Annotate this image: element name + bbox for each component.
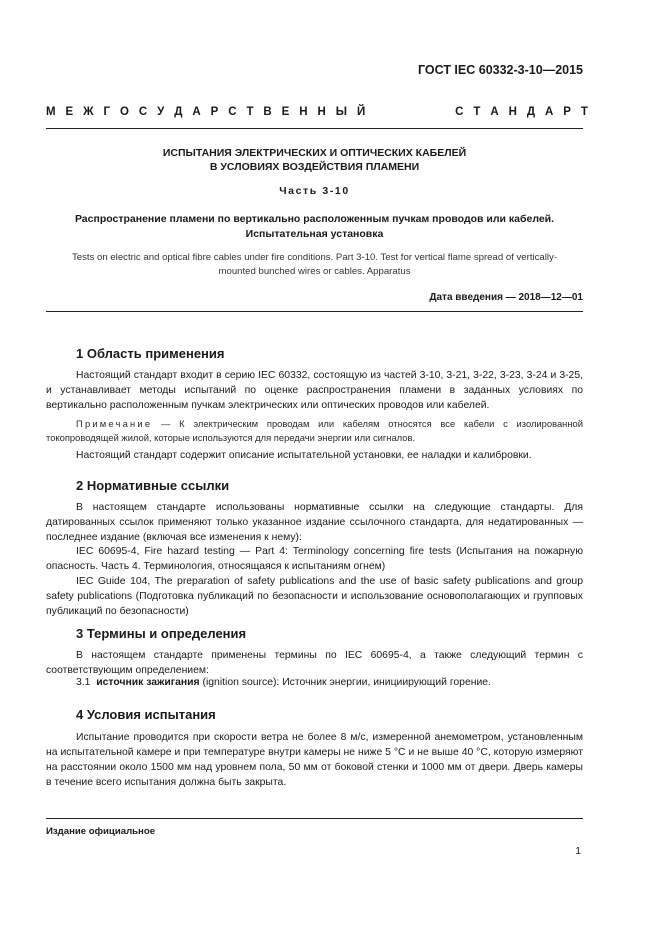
banner-letter: Т [580, 106, 588, 118]
document-subtitle [46, 212, 583, 242]
section-heading-test-conditions: 4 Условия испытания [76, 707, 216, 722]
subtitle-line: Распространение пламени по вертикально расположенным пучкам проводов или кабелей. [74, 213, 555, 225]
banner-letter: С [228, 106, 237, 118]
part-label: Часть 3-10 [279, 185, 350, 197]
reference-item: IEC 60695-4, Fire hazard testing — Part 4: Terminology concerning fire tests (Испытания на пожарную опасность. Часть 4. Терминология, относящаяся к испытаниям огнем) [46, 546, 583, 572]
introduction-date: Дата введения — 2018—12—01 [429, 292, 583, 303]
banner-gap [375, 106, 445, 118]
banner-letter: Р [563, 106, 571, 118]
paragraph: В настоящем стандарте применены термины по IEC 60695-4, а также следующий термин с соответствующим определением: [46, 650, 583, 676]
banner-letter: Д [526, 106, 536, 118]
banner-letter: Ы [335, 106, 348, 118]
banner-letter: В [263, 106, 272, 118]
paragraph: Испытание проводится при скорости ветра не более 8 м/с, измеренной анемометром, установленным на испытательной камере и при температуре внутри камеры не ниже 5 °C и не выше 40 °C, которую измеряют на расстоянии около 1500 мм над уровнем пола, 50 мм от боковой стенки и 1000 мм от двери. Дверь камеры в течение всего испытания должна быть закрыта. [46, 732, 583, 788]
banner-letter: С [138, 106, 148, 118]
paragraph: В настоящем стандарте использованы нормативные ссылки на следующие стандарты. Для датированных ссылок применяют только указанное издание ссылочного стандарта, для недатированных — последнее издание (включая все изменения к нему): [46, 502, 583, 543]
banner-letter: А [544, 106, 554, 118]
paragraph: Настоящий стандарт входит в серию IEC 60332, состоящую из частей 3-10, 3-21, 3-22, 3-23, 3-24 и 3-25, и устанавливает методы испытаний по оценке распространения пламени в заданных условиях по вертикально расположенным пучкам электрических или оптических проводов или кабелей. [46, 370, 583, 411]
term-name: источник зажигания [96, 677, 200, 688]
banner-letter: У [157, 106, 165, 118]
header-rule [46, 128, 583, 129]
section-heading-terms: 3 Термины и определения [76, 626, 247, 641]
section-heading-scope: 1 Область применения [76, 346, 225, 361]
title-line: ИСПЫТАНИЯ ЭЛЕКТРИЧЕСКИХ И ОПТИЧЕСКИХ КАБЕЛЕЙ [162, 147, 467, 159]
title-line: В УСЛОВИЯХ ВОЗДЕЙСТВИЯ ПЛАМЕНИ [209, 161, 420, 173]
paragraph: Настоящий стандарт содержит описание испытательной установки, ее наладки и калибровки. [76, 450, 532, 461]
banner-letter: М [46, 106, 56, 118]
banner-letter: Д [174, 106, 183, 118]
subtitle-line: Испытательная установка [245, 228, 384, 240]
term-number: 3.1 [76, 677, 91, 688]
document-title [46, 146, 583, 174]
english-title-line: Tests on electric and optical fibre cables under fire conditions. Part 3-10. Test for vertical flame spread of vertically- [71, 252, 558, 263]
banner-letter: Г [103, 106, 111, 118]
section-heading-normative-references: 2 Нормативные ссылки [76, 478, 230, 493]
banner-letter: Т [473, 106, 481, 118]
banner-letter: О [119, 106, 129, 118]
banner-letter: Й [356, 106, 366, 118]
footer-rule [46, 818, 583, 819]
english-title [46, 251, 583, 279]
banner-letter: Н [317, 106, 326, 118]
banner-letter: А [490, 106, 499, 118]
banner-letter: Т [246, 106, 254, 118]
banner-letter: Е [65, 106, 74, 118]
banner-letter: Н [508, 106, 517, 118]
reference-item: IEC Guide 104, The preparation of safety publications and the use of basic safety publications and group safety publications (Подготовка публикаций по безопасности и использование основополагающих и групповых публикаций по безопасности) [46, 576, 583, 617]
english-title-line: mounted bunched wires or cables. Apparatus [218, 266, 411, 277]
note-text: — К электрическим проводам или кабелям относятся все кабели с изолированной токопроводящей жилой, которые используются для передачи энергии или сигналов. [46, 418, 583, 443]
date-rule [46, 311, 583, 312]
banner-letter: С [455, 106, 464, 118]
page-number: 1 [575, 846, 581, 857]
banner-letter: Р [210, 106, 219, 118]
banner-letter: Н [299, 106, 308, 118]
banner-letter: Ж [83, 106, 94, 118]
term-definition [76, 677, 491, 688]
banner-letter: А [192, 106, 201, 118]
term-text: (ignition source): Источник энергии, инициирующий горение. [199, 677, 491, 688]
banner-letter: Е [281, 106, 290, 118]
interstate-standard-banner [46, 106, 588, 118]
standard-code: ГОСТ IEC 60332-3-10—2015 [417, 63, 583, 77]
official-edition-label: Издание официальное [46, 826, 156, 837]
note-label: Примечание [76, 418, 153, 429]
note-paragraph [46, 417, 583, 445]
